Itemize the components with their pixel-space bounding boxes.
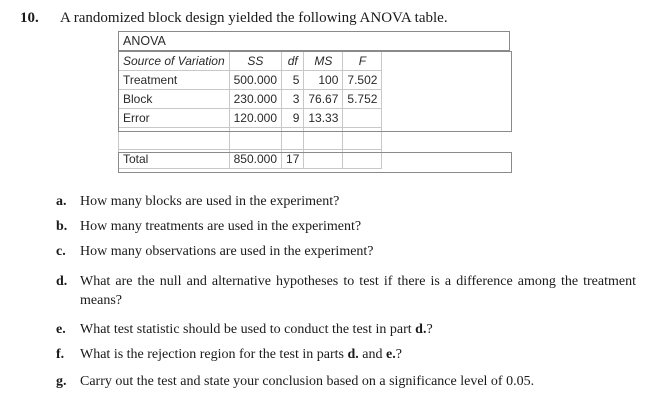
problem-number: 10. bbox=[20, 10, 39, 26]
part-ref: e. bbox=[386, 347, 396, 362]
cell-ms: 100 bbox=[304, 71, 343, 90]
part-ref: d. bbox=[415, 322, 427, 337]
question-text: What are the null and alternative hypotheses to test if there is a difference among the treatment means? bbox=[80, 274, 636, 308]
anova-title: ANOVA bbox=[118, 31, 510, 51]
table-row-total bbox=[119, 150, 382, 169]
question-text: Carry out the test and state your conclusion based on a significance level of 0.05. bbox=[80, 374, 535, 389]
problem-statement bbox=[20, 8, 448, 28]
cell-df: 17 bbox=[282, 150, 304, 169]
question-label: f. bbox=[56, 347, 65, 362]
question-g bbox=[56, 372, 636, 391]
table-row bbox=[119, 71, 382, 90]
question-text: How many treatments are used in the experiment? bbox=[80, 219, 362, 234]
cell-source: Total bbox=[119, 150, 230, 169]
header-ms: MS bbox=[304, 52, 343, 71]
cell-ss: 230.000 bbox=[229, 90, 281, 109]
question-f bbox=[56, 345, 636, 364]
question-text: How many observations are used in the experiment? bbox=[80, 244, 374, 259]
cell-source: Treatment bbox=[119, 71, 230, 90]
cell-ss: 850.000 bbox=[229, 150, 281, 169]
question-label: c. bbox=[56, 244, 66, 259]
question-b bbox=[56, 217, 636, 236]
question-label: d. bbox=[56, 274, 68, 289]
question-label: a. bbox=[56, 194, 67, 209]
question-text: What is the rejection region for the test in parts d. and e.? bbox=[80, 347, 402, 362]
question-text: How many blocks are used in the experiment? bbox=[80, 194, 340, 209]
cell-f bbox=[343, 109, 382, 128]
table-header-row bbox=[119, 52, 382, 71]
header-ss: SS bbox=[229, 52, 281, 71]
cell-source: Block bbox=[119, 90, 230, 109]
cell-f: 7.502 bbox=[343, 71, 382, 90]
question-label: e. bbox=[56, 322, 66, 337]
part-ref: d. bbox=[347, 347, 359, 362]
question-a bbox=[56, 192, 636, 211]
header-f: F bbox=[343, 52, 382, 71]
cell-df: 9 bbox=[282, 109, 304, 128]
problem-text: A randomized block design yielded the following ANOVA table. bbox=[60, 10, 448, 26]
cell-source: Error bbox=[119, 109, 230, 128]
cell-df: 5 bbox=[282, 71, 304, 90]
question-c bbox=[56, 242, 636, 261]
cell-f: 5.752 bbox=[343, 90, 382, 109]
header-df: df bbox=[282, 52, 304, 71]
question-label: b. bbox=[56, 219, 68, 234]
cell-ms: 76.67 bbox=[304, 90, 343, 109]
table-row bbox=[119, 90, 382, 109]
anova-grid bbox=[118, 51, 382, 169]
question-e bbox=[56, 320, 636, 339]
cell-ms: 13.33 bbox=[304, 109, 343, 128]
question-label: g. bbox=[56, 374, 67, 389]
cell-ss: 120.000 bbox=[229, 109, 281, 128]
cell-df: 3 bbox=[282, 90, 304, 109]
table-row bbox=[119, 109, 382, 128]
header-source: Source of Variation bbox=[119, 52, 230, 71]
cell-ss: 500.000 bbox=[229, 71, 281, 90]
question-d bbox=[56, 272, 636, 310]
table-row-empty bbox=[119, 128, 382, 150]
question-text: What test statistic should be used to conduct the test in part d.? bbox=[80, 322, 433, 337]
